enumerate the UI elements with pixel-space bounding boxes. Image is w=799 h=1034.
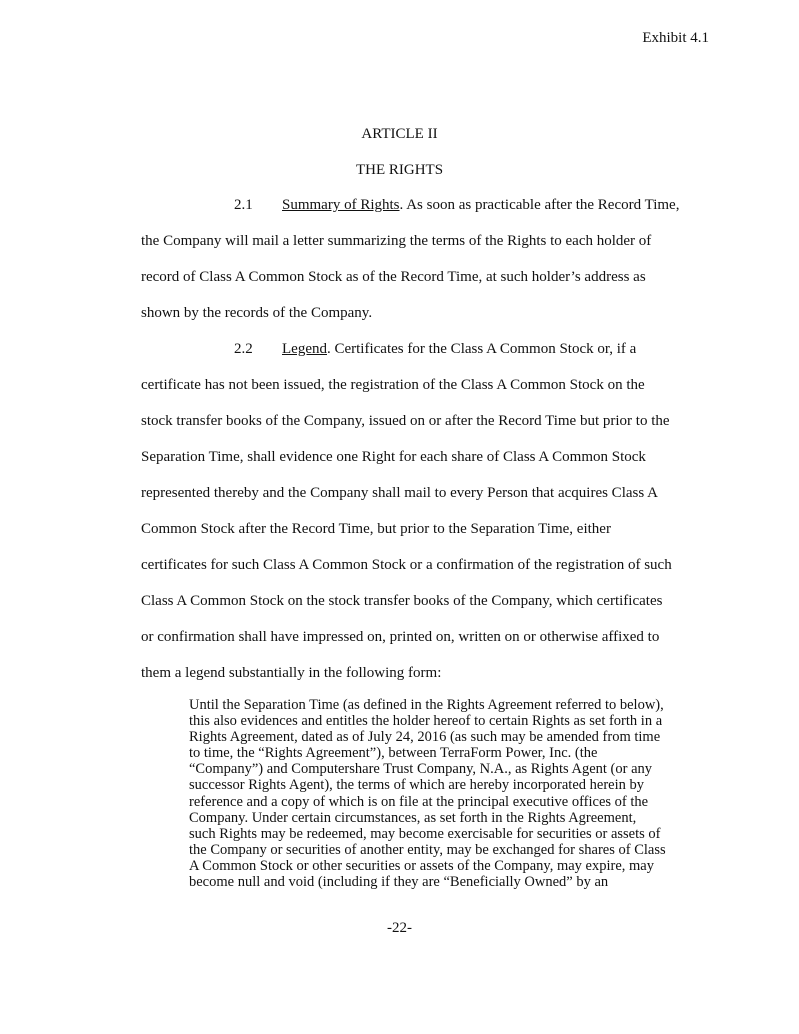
section-text: . As soon as practicable after the Record Time, [399,197,680,213]
legend-line: successor Rights Agent), the terms of which are hereby incorporated herein by [189,777,644,794]
section-heading: Summary of Rights [282,197,400,213]
legend-line: become null and void (including if they are “Beneficially Owned” by an [189,874,609,891]
section-number: 2.2 [234,341,253,357]
section-text: . Certificates for the Class A Common Stock or, if a [326,341,637,357]
legend-line: to time, the “Rights Agreement”), between TerraForm Power, Inc. (the [189,745,598,762]
section-2-1-first-line [234,197,679,214]
paragraph-line: stock transfer books of the Company, issued on or after the Record Time but prior to the [141,413,670,429]
legend-line: Rights Agreement, dated as of July 24, 2016 (as such may be amended from time [189,729,661,746]
legend-quote [189,697,719,890]
paragraph-line: or confirmation shall have impressed on, printed on, written on or otherwise affixed to [141,629,660,645]
paragraph-line: the Company will mail a letter summarizing the terms of the Rights to each holder of [141,233,652,249]
paragraph-line: certificate has not been issued, the registration of the Class A Common Stock on the [141,377,645,393]
paragraph-line: Class A Common Stock on the stock transfer books of the Company, which certificates [141,593,663,609]
paragraph-line: shown by the records of the Company. [141,305,373,321]
paragraph-line: represented thereby and the Company shall mail to every Person that acquires Class A [141,485,658,501]
section-heading: Legend [282,341,327,357]
paragraph-line: certificates for such Class A Common Stock or a confirmation of the registration of such [141,557,672,573]
article-subtitle: THE RIGHTS [355,162,444,178]
page-number: -22- [387,920,412,936]
paragraph-line: them a legend substantially in the following form: [141,665,442,681]
legend-line: Until the Separation Time (as defined in the Rights Agreement referred to below), [189,697,664,713]
section-2-2-first-line [234,341,636,358]
paragraph-line: Separation Time, shall evidence one Right for each share of Class A Common Stock [141,449,646,465]
legend-line: A Common Stock or other securities or assets of the Company, may expire, may [189,857,654,874]
legend-line: this also evidences and entitles the holder hereof to certain Rights as set forth in a [189,713,663,730]
exhibit-label: Exhibit 4.1 [642,30,709,46]
section-number: 2.1 [234,197,253,213]
legend-line: reference and a copy of which is on file at the principal executive offices of the [189,793,649,810]
paragraph-line: Common Stock after the Record Time, but prior to the Separation Time, either [141,521,611,537]
paragraph-line: record of Class A Common Stock as of the Record Time, at such holder’s address as [141,269,646,285]
legend-line: the Company or securities of another entity, may be exchanged for shares of Class [189,841,666,858]
legend-line: Company. Under certain circumstances, as set forth in the Rights Agreement, [189,809,637,826]
legend-line: “Company”) and Computershare Trust Company, N.A., as Rights Agent (or any [189,761,653,778]
legend-line: such Rights may be redeemed, may become exercisable for securities or assets of [189,825,661,842]
article-title: ARTICLE II [361,126,438,142]
